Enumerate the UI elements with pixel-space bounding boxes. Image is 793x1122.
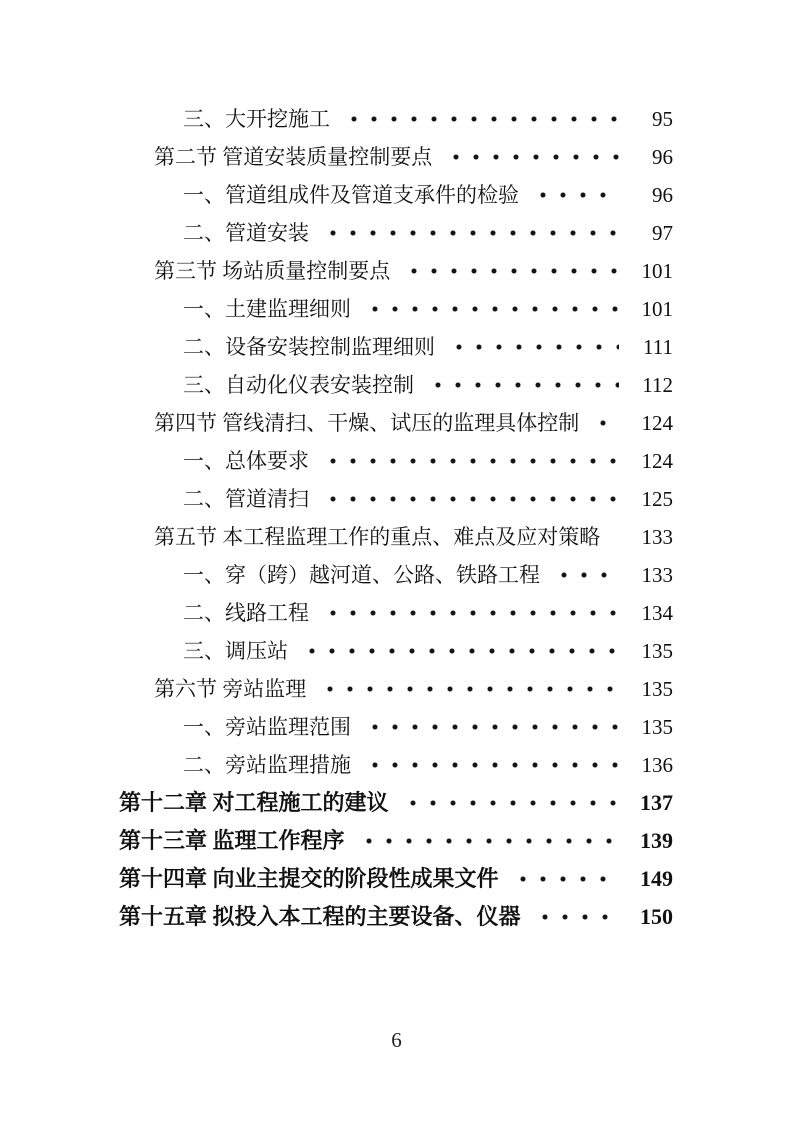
toc-entry bbox=[0, 100, 793, 138]
toc-entry-label: 一、管道组成件及管道支承件的检验 bbox=[183, 183, 519, 207]
toc-entry-page: 149 bbox=[640, 866, 673, 891]
toc-entry bbox=[0, 556, 793, 594]
toc-entry bbox=[0, 708, 793, 746]
toc-entry-label: 第四节 管线清扫、干燥、试压的监理具体控制 bbox=[154, 411, 580, 435]
toc-entry bbox=[0, 784, 793, 822]
toc-entry-page: 97 bbox=[652, 221, 673, 245]
toc-entry-label: 第十五章 拟投入本工程的主要设备、仪器 bbox=[119, 904, 521, 929]
toc-entry-page: 133 bbox=[641, 563, 673, 587]
toc-entry-label: 一、总体要求 bbox=[183, 449, 309, 473]
dot-leader bbox=[428, 366, 619, 404]
dot-leader bbox=[403, 784, 619, 822]
dot-leader bbox=[513, 860, 619, 898]
toc-entry bbox=[0, 366, 793, 404]
dot-leader bbox=[365, 290, 619, 328]
toc-entry-page: 135 bbox=[641, 677, 673, 701]
toc-entry-page: 139 bbox=[640, 828, 673, 853]
toc-entry bbox=[0, 328, 793, 366]
toc-entry-page: 136 bbox=[641, 753, 673, 777]
toc-entry-label: 第三节 场站质量控制要点 bbox=[154, 259, 391, 283]
toc-entry bbox=[0, 898, 793, 936]
toc-entry bbox=[0, 404, 793, 442]
toc-entry-page: 135 bbox=[641, 715, 673, 739]
dot-leader bbox=[446, 138, 619, 176]
toc-entry-page: 101 bbox=[641, 297, 673, 321]
dot-leader bbox=[614, 518, 619, 556]
toc-entry-label: 第二节 管道安装质量控制要点 bbox=[154, 145, 433, 169]
toc-entry bbox=[0, 822, 793, 860]
toc-entry-label: 第六节 旁站监理 bbox=[154, 677, 307, 701]
dot-leader bbox=[359, 822, 619, 860]
toc-entry-label: 三、自动化仪表安装控制 bbox=[183, 373, 414, 397]
dot-leader bbox=[593, 404, 619, 442]
toc-entry bbox=[0, 746, 793, 784]
toc-entry-page: 124 bbox=[641, 449, 673, 473]
toc-entry-page: 95 bbox=[652, 107, 673, 131]
toc-entry bbox=[0, 442, 793, 480]
toc-entry-page: 96 bbox=[652, 145, 673, 169]
toc-entry-label: 三、调压站 bbox=[183, 639, 288, 663]
dot-leader bbox=[533, 176, 619, 214]
toc-entry-label: 三、大开挖施工 bbox=[183, 107, 330, 131]
toc-entry-label: 第十三章 监理工作程序 bbox=[119, 828, 345, 853]
toc-entry bbox=[0, 632, 793, 670]
toc-entry-label: 第十四章 向业主提交的阶段性成果文件 bbox=[119, 866, 499, 891]
toc-entry bbox=[0, 214, 793, 252]
dot-leader bbox=[554, 556, 619, 594]
toc-entry bbox=[0, 290, 793, 328]
toc-entry bbox=[0, 860, 793, 898]
dot-leader bbox=[302, 632, 619, 670]
toc-entry bbox=[0, 518, 793, 556]
dot-leader bbox=[535, 898, 619, 936]
dot-leader bbox=[365, 708, 619, 746]
toc-entry bbox=[0, 480, 793, 518]
toc-entry-label: 二、管道安装 bbox=[183, 221, 309, 245]
toc-entry-label: 二、管道清扫 bbox=[183, 487, 309, 511]
dot-leader bbox=[365, 746, 619, 784]
toc-entry-label: 二、线路工程 bbox=[183, 601, 309, 625]
dot-leader bbox=[404, 252, 619, 290]
dot-leader bbox=[323, 594, 619, 632]
dot-leader bbox=[344, 100, 619, 138]
toc-entry-page: 134 bbox=[641, 601, 673, 625]
toc-entry bbox=[0, 176, 793, 214]
toc-entry-page: 125 bbox=[641, 487, 673, 511]
dot-leader bbox=[323, 442, 619, 480]
toc-entry-page: 101 bbox=[641, 259, 673, 283]
toc-entry-page: 96 bbox=[652, 183, 673, 207]
toc-entry-label: 一、旁站监理范围 bbox=[183, 715, 351, 739]
toc-entry-label: 一、穿（跨）越河道、公路、铁路工程 bbox=[183, 563, 540, 587]
toc-entry-label: 二、设备安装控制监理细则 bbox=[183, 335, 435, 359]
toc-entry bbox=[0, 670, 793, 708]
toc-entry-label: 第五节 本工程监理工作的重点、难点及应对策略 bbox=[154, 525, 601, 549]
toc-entry-page: 137 bbox=[640, 790, 673, 815]
page-number-footer: 6 bbox=[391, 1028, 402, 1052]
toc-entry-label: 第十二章 对工程施工的建议 bbox=[119, 790, 389, 815]
toc-entry-page: 133 bbox=[641, 525, 673, 549]
dot-leader bbox=[449, 328, 619, 366]
toc-entry-page: 135 bbox=[641, 639, 673, 663]
toc-entry-page: 150 bbox=[640, 904, 673, 929]
toc-entry-page: 124 bbox=[641, 411, 673, 435]
toc-entry-page: 111 bbox=[643, 335, 673, 359]
toc-entry-label: 二、旁站监理措施 bbox=[183, 753, 351, 777]
toc-entry-page: 112 bbox=[642, 373, 673, 397]
toc-entry-label: 一、土建监理细则 bbox=[183, 297, 351, 321]
toc-entry bbox=[0, 252, 793, 290]
dot-leader bbox=[323, 214, 619, 252]
toc-entry bbox=[0, 138, 793, 176]
dot-leader bbox=[320, 670, 619, 708]
dot-leader bbox=[323, 480, 619, 518]
toc-entry bbox=[0, 594, 793, 632]
